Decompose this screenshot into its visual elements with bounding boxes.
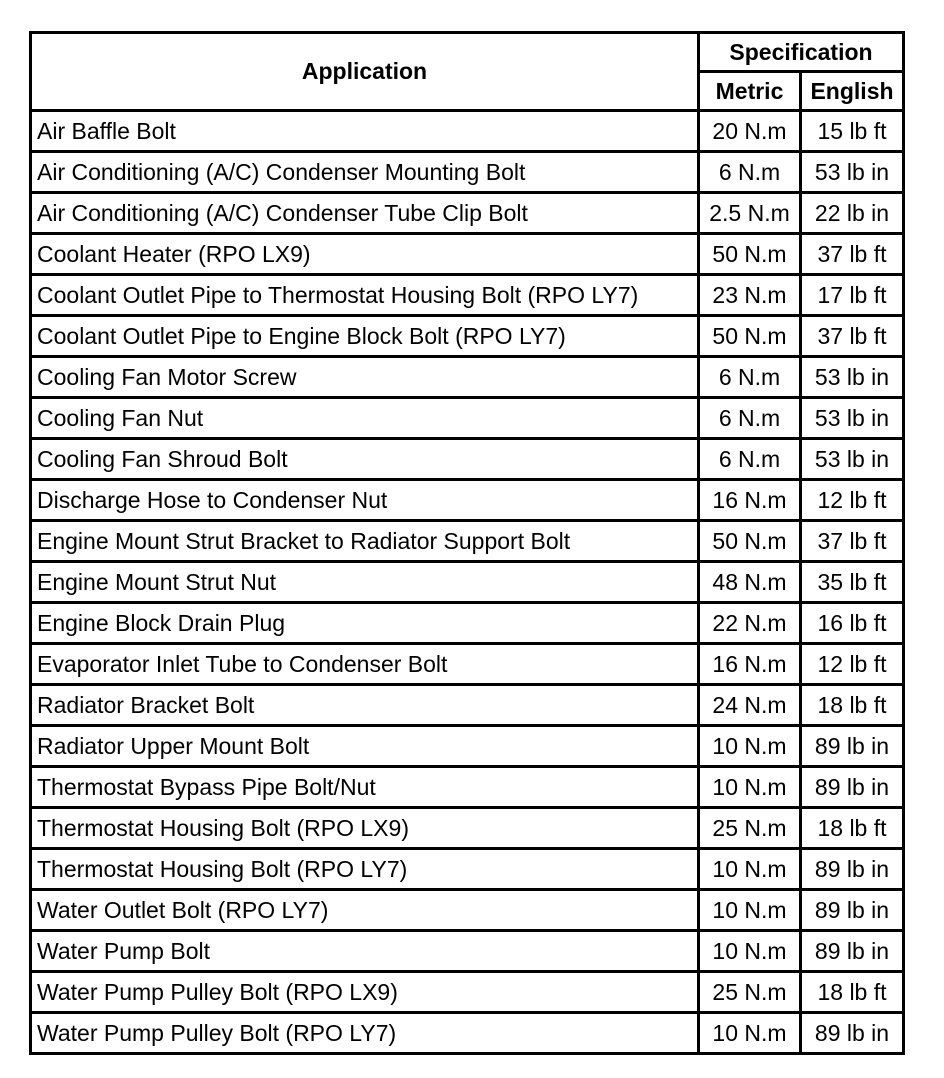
metric-cell: 50 N.m bbox=[699, 234, 801, 275]
english-cell: 15 lb ft bbox=[801, 111, 904, 152]
metric-cell: 10 N.m bbox=[699, 767, 801, 808]
application-cell: Radiator Bracket Bolt bbox=[31, 685, 699, 726]
table-row bbox=[31, 972, 904, 1013]
table-row bbox=[31, 439, 904, 480]
application-cell: Water Pump Bolt bbox=[31, 931, 699, 972]
table-row bbox=[31, 767, 904, 808]
application-cell: Cooling Fan Motor Screw bbox=[31, 357, 699, 398]
application-cell: Engine Mount Strut Bracket to Radiator Support Bolt bbox=[31, 521, 699, 562]
metric-cell: 22 N.m bbox=[699, 603, 801, 644]
table-header bbox=[31, 33, 904, 111]
specification-column-header: Specification bbox=[699, 33, 904, 72]
metric-cell: 6 N.m bbox=[699, 152, 801, 193]
english-cell: 37 lb ft bbox=[801, 521, 904, 562]
english-cell: 89 lb in bbox=[801, 726, 904, 767]
fastener-specification-table bbox=[29, 31, 905, 1055]
metric-cell: 16 N.m bbox=[699, 644, 801, 685]
table-row bbox=[31, 849, 904, 890]
metric-column-header: Metric bbox=[699, 72, 801, 111]
application-cell: Air Conditioning (A/C) Condenser Tube Clip Bolt bbox=[31, 193, 699, 234]
english-cell: 37 lb ft bbox=[801, 316, 904, 357]
application-cell: Discharge Hose to Condenser Nut bbox=[31, 480, 699, 521]
metric-cell: 6 N.m bbox=[699, 439, 801, 480]
english-cell: 89 lb in bbox=[801, 1013, 904, 1054]
table-row bbox=[31, 562, 904, 603]
table-row bbox=[31, 603, 904, 644]
metric-cell: 50 N.m bbox=[699, 316, 801, 357]
english-cell: 17 lb ft bbox=[801, 275, 904, 316]
english-cell: 22 lb in bbox=[801, 193, 904, 234]
table-body bbox=[31, 111, 904, 1054]
application-column-header: Application bbox=[31, 33, 699, 111]
table-row bbox=[31, 808, 904, 849]
application-cell: Water Outlet Bolt (RPO LY7) bbox=[31, 890, 699, 931]
application-cell: Air Conditioning (A/C) Condenser Mounting Bolt bbox=[31, 152, 699, 193]
header-row-top bbox=[31, 33, 904, 72]
metric-cell: 6 N.m bbox=[699, 398, 801, 439]
table-row bbox=[31, 931, 904, 972]
metric-cell: 25 N.m bbox=[699, 808, 801, 849]
table-row bbox=[31, 685, 904, 726]
table-row bbox=[31, 521, 904, 562]
application-cell: Cooling Fan Shroud Bolt bbox=[31, 439, 699, 480]
english-cell: 53 lb in bbox=[801, 357, 904, 398]
table-row bbox=[31, 398, 904, 439]
application-cell: Engine Block Drain Plug bbox=[31, 603, 699, 644]
application-cell: Thermostat Bypass Pipe Bolt/Nut bbox=[31, 767, 699, 808]
metric-cell: 24 N.m bbox=[699, 685, 801, 726]
english-cell: 89 lb in bbox=[801, 849, 904, 890]
metric-cell: 10 N.m bbox=[699, 890, 801, 931]
english-cell: 12 lb ft bbox=[801, 644, 904, 685]
english-cell: 12 lb ft bbox=[801, 480, 904, 521]
metric-cell: 6 N.m bbox=[699, 357, 801, 398]
english-cell: 53 lb in bbox=[801, 398, 904, 439]
metric-cell: 10 N.m bbox=[699, 726, 801, 767]
metric-cell: 16 N.m bbox=[699, 480, 801, 521]
application-cell: Water Pump Pulley Bolt (RPO LY7) bbox=[31, 1013, 699, 1054]
english-cell: 89 lb in bbox=[801, 767, 904, 808]
table-row bbox=[31, 316, 904, 357]
table-row bbox=[31, 357, 904, 398]
application-cell: Thermostat Housing Bolt (RPO LX9) bbox=[31, 808, 699, 849]
application-cell: Coolant Outlet Pipe to Thermostat Housing Bolt (RPO LY7) bbox=[31, 275, 699, 316]
english-cell: 35 lb ft bbox=[801, 562, 904, 603]
metric-cell: 50 N.m bbox=[699, 521, 801, 562]
metric-cell: 10 N.m bbox=[699, 1013, 801, 1054]
application-cell: Coolant Heater (RPO LX9) bbox=[31, 234, 699, 275]
application-cell: Engine Mount Strut Nut bbox=[31, 562, 699, 603]
table-row bbox=[31, 193, 904, 234]
table-row bbox=[31, 275, 904, 316]
english-cell: 18 lb ft bbox=[801, 808, 904, 849]
table-row bbox=[31, 111, 904, 152]
table-row bbox=[31, 726, 904, 767]
table-row bbox=[31, 480, 904, 521]
english-cell: 53 lb in bbox=[801, 152, 904, 193]
application-cell: Air Baffle Bolt bbox=[31, 111, 699, 152]
metric-cell: 48 N.m bbox=[699, 562, 801, 603]
application-cell: Evaporator Inlet Tube to Condenser Bolt bbox=[31, 644, 699, 685]
metric-cell: 2.5 N.m bbox=[699, 193, 801, 234]
application-cell: Coolant Outlet Pipe to Engine Block Bolt (RPO LY7) bbox=[31, 316, 699, 357]
metric-cell: 20 N.m bbox=[699, 111, 801, 152]
english-cell: 89 lb in bbox=[801, 931, 904, 972]
table-row bbox=[31, 1013, 904, 1054]
english-cell: 18 lb ft bbox=[801, 972, 904, 1013]
english-cell: 18 lb ft bbox=[801, 685, 904, 726]
application-cell: Radiator Upper Mount Bolt bbox=[31, 726, 699, 767]
table-row bbox=[31, 234, 904, 275]
english-column-header: English bbox=[801, 72, 904, 111]
metric-cell: 23 N.m bbox=[699, 275, 801, 316]
application-cell: Water Pump Pulley Bolt (RPO LX9) bbox=[31, 972, 699, 1013]
english-cell: 37 lb ft bbox=[801, 234, 904, 275]
metric-cell: 10 N.m bbox=[699, 931, 801, 972]
english-cell: 89 lb in bbox=[801, 890, 904, 931]
table-row bbox=[31, 644, 904, 685]
english-cell: 53 lb in bbox=[801, 439, 904, 480]
table-row bbox=[31, 152, 904, 193]
english-cell: 16 lb ft bbox=[801, 603, 904, 644]
metric-cell: 10 N.m bbox=[699, 849, 801, 890]
application-cell: Thermostat Housing Bolt (RPO LY7) bbox=[31, 849, 699, 890]
application-cell: Cooling Fan Nut bbox=[31, 398, 699, 439]
metric-cell: 25 N.m bbox=[699, 972, 801, 1013]
table-row bbox=[31, 890, 904, 931]
